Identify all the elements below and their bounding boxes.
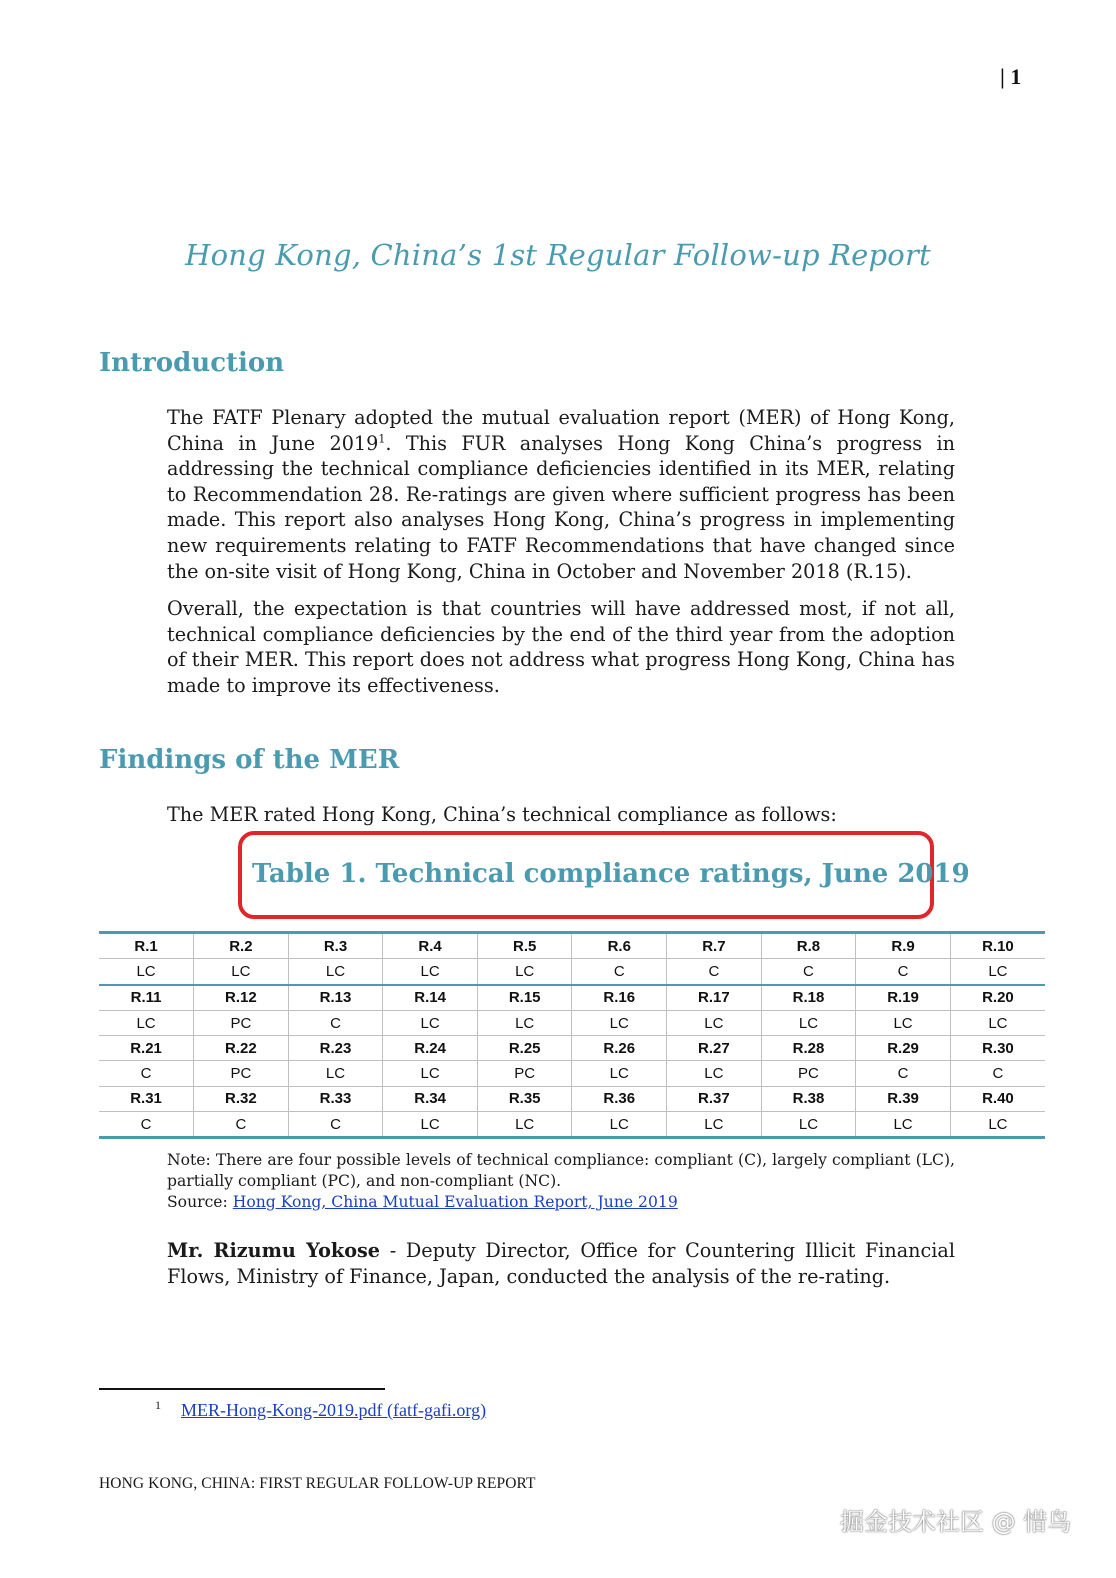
rating-cell: LC — [194, 959, 289, 985]
recommendation-cell: R.23 — [288, 1036, 383, 1061]
recommendation-cell: R.40 — [950, 1086, 1045, 1111]
source-label: Source: — [167, 1193, 233, 1211]
recommendation-cell: R.22 — [194, 1036, 289, 1061]
rating-cell: LC — [761, 1112, 856, 1138]
rating-cell: LC — [950, 959, 1045, 985]
recommendation-cell: R.5 — [477, 933, 572, 959]
table-title: Table 1. Technical compliance ratings, June 2019 — [252, 859, 970, 889]
rating-cell: LC — [572, 1061, 667, 1086]
analyst-name: Mr. Rizumu Yokose — [167, 1239, 381, 1262]
rating-cell: LC — [383, 1061, 478, 1086]
rating-cell: C — [761, 959, 856, 985]
table-recommendation-row — [99, 933, 1045, 959]
table-rating-row — [99, 1010, 1045, 1035]
footnote-number: 1 — [155, 1398, 161, 1412]
recommendation-cell: R.6 — [572, 933, 667, 959]
footnote-link[interactable]: MER-Hong-Kong-2019.pdf (fatf-gafi.org) — [181, 1400, 487, 1420]
rating-cell: LC — [856, 1010, 951, 1035]
footnote — [155, 1400, 486, 1421]
rating-cell: LC — [477, 959, 572, 985]
recommendation-cell: R.11 — [99, 985, 194, 1011]
analyst-description: - Deputy Director, Office for Countering Illicit Financial Flows, Ministry of Finance, Japan, conducted the analysis of the re-rating. — [167, 1239, 956, 1288]
page-number: | 1 — [1000, 64, 1022, 89]
recommendation-cell: R.37 — [667, 1086, 762, 1111]
recommendation-cell: R.33 — [288, 1086, 383, 1111]
rating-cell: LC — [288, 959, 383, 985]
rating-cell: LC — [477, 1010, 572, 1035]
recommendation-cell: R.14 — [383, 985, 478, 1011]
recommendation-cell: R.29 — [856, 1036, 951, 1061]
recommendation-cell: R.35 — [477, 1086, 572, 1111]
table-source — [167, 1192, 955, 1213]
rating-cell: C — [950, 1061, 1045, 1086]
table-rating-row — [99, 1112, 1045, 1138]
rating-cell: LC — [99, 959, 194, 985]
rating-cell: PC — [194, 1010, 289, 1035]
recommendation-cell: R.16 — [572, 985, 667, 1011]
rating-cell: LC — [383, 1010, 478, 1035]
rating-cell: LC — [383, 1112, 478, 1138]
table-note: Note: There are four possible levels of technical compliance: compliant (C), largely compliant (LC), partially compliant (PC), and non-compliant (NC). — [167, 1151, 955, 1190]
rating-cell: C — [99, 1112, 194, 1138]
recommendation-cell: R.21 — [99, 1036, 194, 1061]
page-footer: HONG KONG, CHINA: FIRST REGULAR FOLLOW-UP REPORT — [99, 1475, 536, 1492]
recommendation-cell: R.31 — [99, 1086, 194, 1111]
recommendation-cell: R.32 — [194, 1086, 289, 1111]
recommendation-cell: R.26 — [572, 1036, 667, 1061]
rating-cell: LC — [856, 1112, 951, 1138]
recommendation-cell: R.4 — [383, 933, 478, 959]
rating-cell: PC — [477, 1061, 572, 1086]
recommendation-cell: R.10 — [950, 933, 1045, 959]
rating-cell: C — [288, 1112, 383, 1138]
recommendation-cell: R.15 — [477, 985, 572, 1011]
table-recommendation-row — [99, 1086, 1045, 1111]
recommendation-cell: R.3 — [288, 933, 383, 959]
rating-cell: LC — [667, 1010, 762, 1035]
rating-cell: C — [667, 959, 762, 985]
findings-heading: Findings of the MER — [99, 745, 400, 775]
recommendation-cell: R.34 — [383, 1086, 478, 1111]
recommendation-cell: R.8 — [761, 933, 856, 959]
recommendation-cell: R.17 — [667, 985, 762, 1011]
rating-cell: C — [99, 1061, 194, 1086]
recommendation-cell: R.2 — [194, 933, 289, 959]
intro-paragraph-1-text-a: The FATF Plenary adopted the mutual evaluation report (MER) of Hong Kong, China in June 2019 — [167, 406, 955, 455]
rating-cell: PC — [761, 1061, 856, 1086]
recommendation-cell: R.7 — [667, 933, 762, 959]
rating-cell: PC — [194, 1061, 289, 1086]
rating-cell: LC — [761, 1010, 856, 1035]
recommendation-cell: R.19 — [856, 985, 951, 1011]
recommendation-cell: R.27 — [667, 1036, 762, 1061]
table-note-block — [167, 1150, 955, 1213]
rating-cell: LC — [667, 1112, 762, 1138]
recommendation-cell: R.39 — [856, 1086, 951, 1111]
intro-paragraph-1-text-b: . This FUR analyses Hong Kong China’s progress in addressing the technical compliance deficiencies identified in its MER, relating to Recommendation 28. Re-ratings are given where sufficient progress has been made. This report also analyses Hong Kong, China’s progress in implementing new requirements relating to FATF Recommendations that have changed since the on-site visit of Hong Kong, China in October and November 2018 (R.15). — [167, 431, 955, 583]
rating-cell: LC — [99, 1010, 194, 1035]
recommendation-cell: R.18 — [761, 985, 856, 1011]
recommendation-cell: R.30 — [950, 1036, 1045, 1061]
findings-intro-line: The MER rated Hong Kong, China’s technical compliance as follows: — [167, 803, 837, 826]
rating-cell: LC — [477, 1112, 572, 1138]
table-recommendation-row — [99, 1036, 1045, 1061]
recommendation-cell: R.1 — [99, 933, 194, 959]
rating-cell: C — [194, 1112, 289, 1138]
rating-cell: LC — [667, 1061, 762, 1086]
recommendation-cell: R.38 — [761, 1086, 856, 1111]
introduction-heading: Introduction — [99, 348, 285, 378]
table-rating-row — [99, 959, 1045, 985]
recommendation-cell: R.28 — [761, 1036, 856, 1061]
footnote-reference[interactable]: 1 — [378, 432, 386, 446]
rating-cell: LC — [572, 1112, 667, 1138]
report-title: Hong Kong, China’s 1st Regular Follow-up Report — [185, 238, 931, 272]
introduction-paragraph-2: Overall, the expectation is that countries will have addressed most, if not all, technical compliance deficiencies by the end of the third year from the adoption of their MER. This report does not address what progress Hong Kong, China has made to improve its effectiveness. — [167, 597, 955, 697]
recommendation-cell: R.24 — [383, 1036, 478, 1061]
recommendation-cell: R.9 — [856, 933, 951, 959]
recommendation-cell: R.20 — [950, 985, 1045, 1011]
rating-cell: LC — [950, 1112, 1045, 1138]
introduction-paragraph-1 — [167, 405, 955, 584]
compliance-ratings-table — [99, 931, 1045, 1139]
rating-cell: LC — [288, 1061, 383, 1086]
rating-cell: LC — [572, 1010, 667, 1035]
table-rating-row — [99, 1061, 1045, 1086]
footnote-divider — [99, 1388, 385, 1390]
recommendation-cell: R.36 — [572, 1086, 667, 1111]
rating-cell: LC — [383, 959, 478, 985]
recommendation-cell: R.25 — [477, 1036, 572, 1061]
rating-cell: C — [572, 959, 667, 985]
table-recommendation-row — [99, 985, 1045, 1011]
analyst-paragraph — [167, 1238, 955, 1289]
rating-cell: C — [856, 959, 951, 985]
rating-cell: C — [856, 1061, 951, 1086]
source-link[interactable]: Hong Kong, China Mutual Evaluation Report, June 2019 — [232, 1193, 678, 1211]
rating-cell: C — [288, 1010, 383, 1035]
recommendation-cell: R.12 — [194, 985, 289, 1011]
rating-cell: LC — [950, 1010, 1045, 1035]
recommendation-cell: R.13 — [288, 985, 383, 1011]
watermark: 掘金技术社区 @ 惜鸟 — [840, 1508, 1072, 1536]
